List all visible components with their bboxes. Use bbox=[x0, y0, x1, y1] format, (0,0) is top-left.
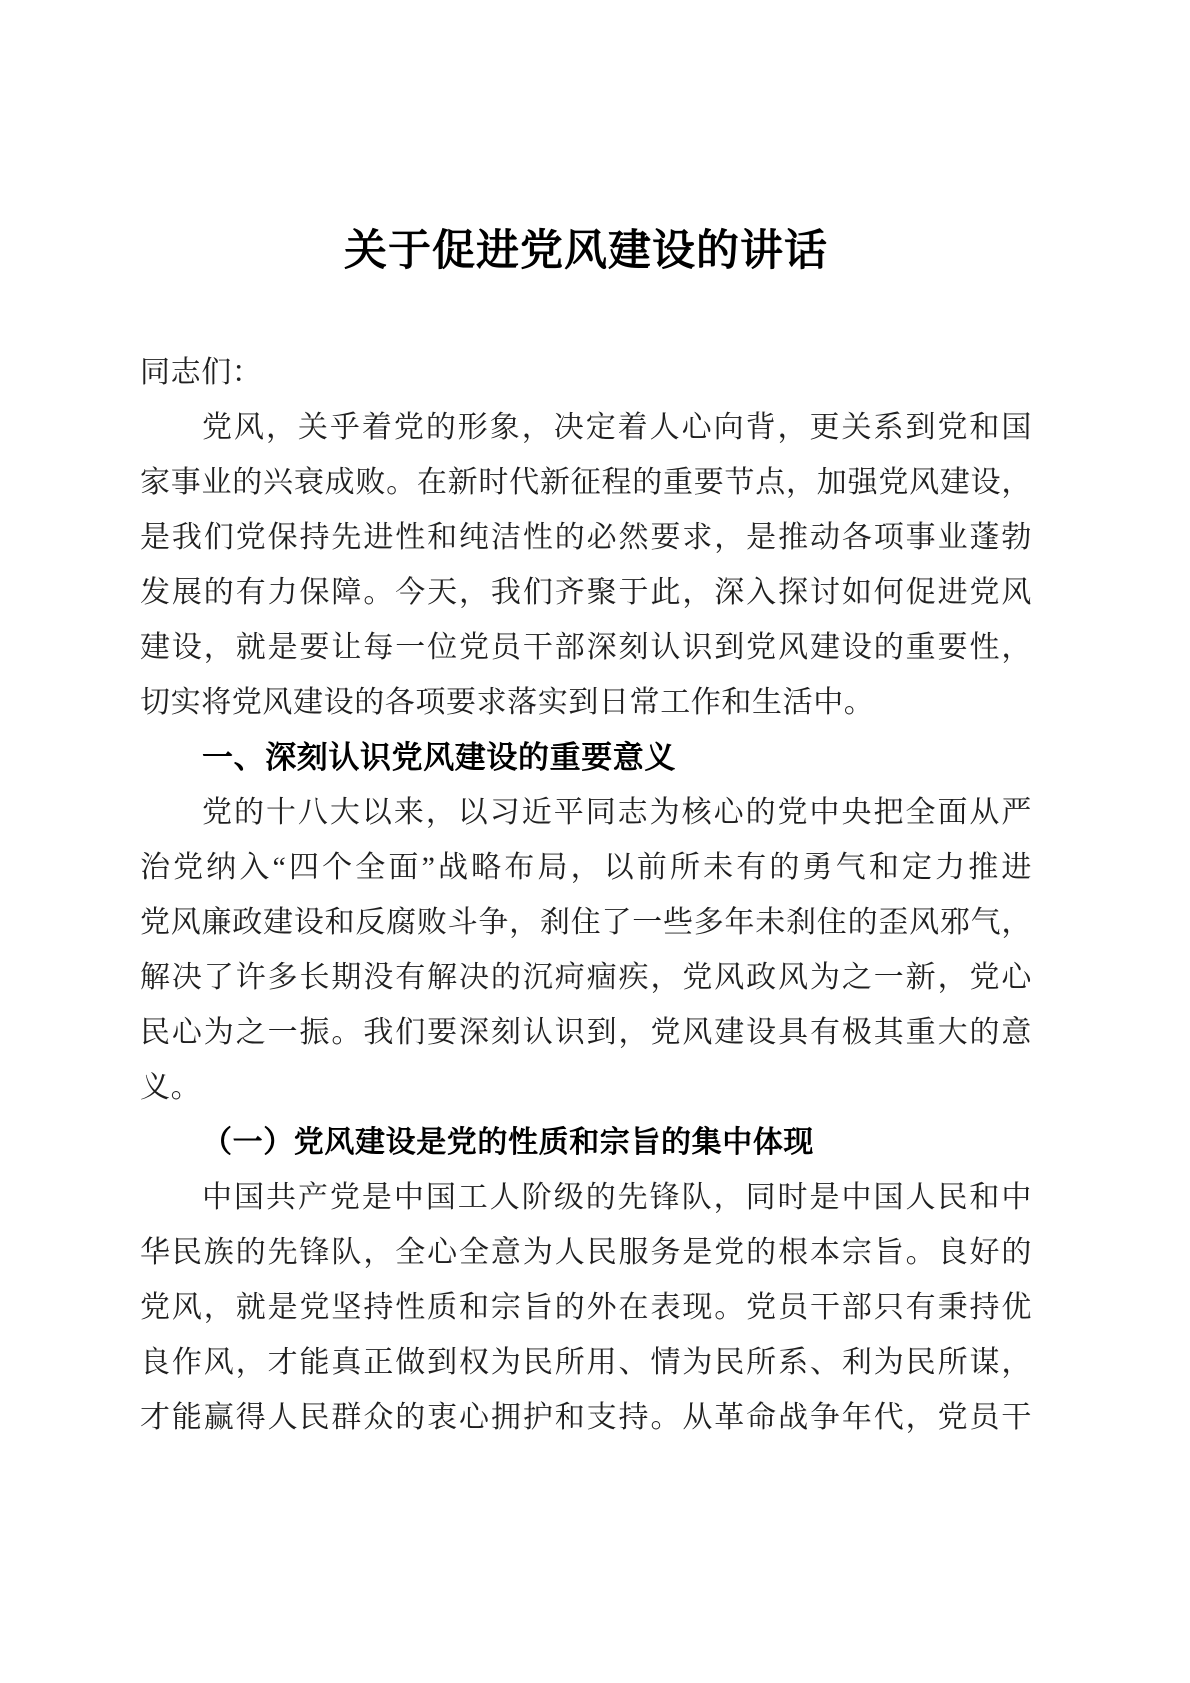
text-line: 解决了许多长期没有解决的沉疴痼疾，党风政风为之一新，党心 bbox=[140, 961, 1032, 994]
text-line: 党风廉政建设和反腐败斗争，刹住了一些多年未刹住的歪风邪气， bbox=[140, 906, 1032, 939]
text-line: 义。 bbox=[140, 1071, 202, 1104]
document-title: 关于促进党风建设的讲话 bbox=[344, 228, 828, 275]
text-line: 华民族的先锋队，全心全意为人民服务是党的根本宗旨。良好的 bbox=[140, 1236, 1032, 1269]
text-line: 是我们党保持先进性和纯洁性的必然要求，是推动各项事业蓬勃 bbox=[140, 521, 1032, 554]
salutation-line: 同志们： bbox=[140, 356, 263, 389]
text-line: 治党纳入“四个全面”战略布局，以前所未有的勇气和定力推进 bbox=[140, 851, 1032, 884]
paragraph-section1 bbox=[140, 785, 1032, 1115]
text-line: 建设，就是要让每一位党员干部深刻认识到党风建设的重要性， bbox=[140, 631, 1032, 664]
text-line: 家事业的兴衰成败。在新时代新征程的重要节点，加强党风建设， bbox=[140, 466, 1032, 499]
text-line: 党的十八大以来，以习近平同志为核心的党中央把全面从严 bbox=[202, 796, 1032, 829]
paragraph-subsection bbox=[140, 1170, 1032, 1445]
paragraph-intro bbox=[140, 400, 1032, 730]
document-content bbox=[140, 222, 1032, 1445]
text-line: 中国共产党是中国工人阶级的先锋队，同时是中国人民和中 bbox=[202, 1181, 1032, 1214]
text-line: 党风，就是党坚持性质和宗旨的外在表现。党员干部只有秉持优 bbox=[140, 1291, 1032, 1324]
text-line: 发展的有力保障。今天，我们齐聚于此，深入探讨如何促进党风 bbox=[140, 576, 1032, 609]
text-line: 才能赢得人民群众的衷心拥护和支持。从革命战争年代，党员干 bbox=[140, 1401, 1032, 1434]
text-line: 良作风，才能真正做到权为民所用、情为民所系、利为民所谋， bbox=[140, 1346, 1032, 1379]
text-line: 党风，关乎着党的形象，决定着人心向背，更关系到党和国 bbox=[202, 411, 1032, 444]
section-heading-1: 一、深刻认识党风建设的重要意义 bbox=[202, 740, 676, 775]
sub-heading-1-1: （一）党风建设是党的性质和宗旨的集中体现 bbox=[202, 1126, 814, 1159]
text-line: 民心为之一振。我们要深刻认识到，党风建设具有极其重大的意 bbox=[140, 1016, 1032, 1049]
text-line: 切实将党风建设的各项要求落实到日常工作和生活中。 bbox=[140, 686, 875, 719]
